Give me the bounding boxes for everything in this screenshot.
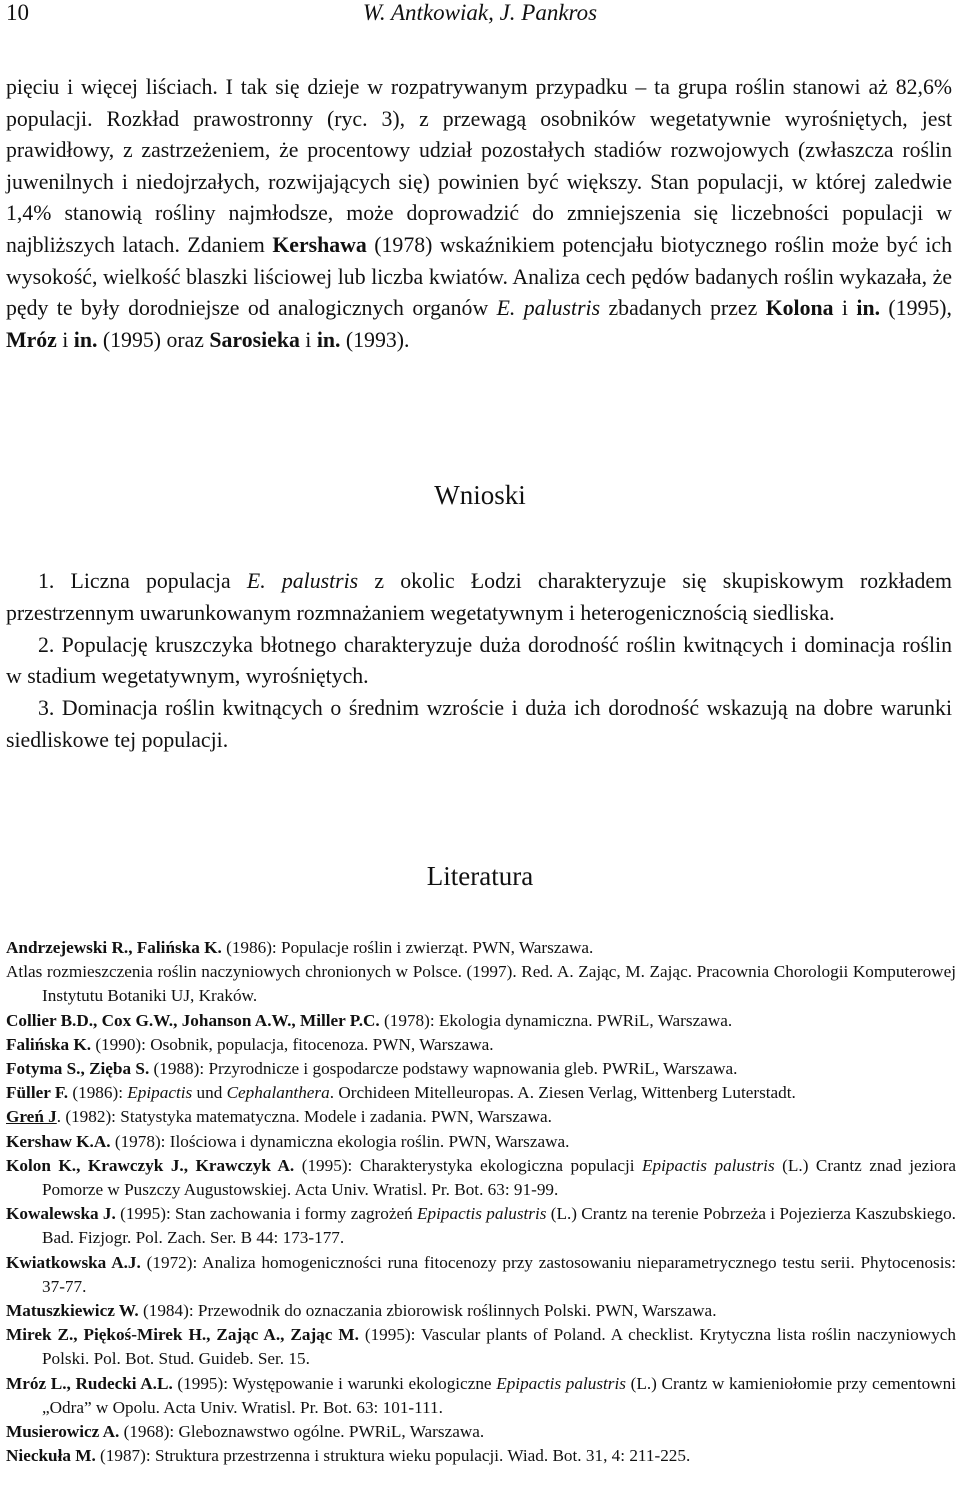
reference-authors: Falińska K. [6,1034,92,1054]
reference-authors: Kershaw K.A. [6,1131,111,1151]
conclusions-list [6,566,952,757]
text-run: zbadanych przez [600,296,766,321]
reference-item [6,1299,956,1323]
reference-item [6,936,956,960]
reference-authors: Kowalewska J. [6,1204,116,1224]
text-run: i [56,327,74,352]
reference-authors: Mróz L., Rudecki A.L. [6,1373,173,1393]
reference-authors: Nieckuła M. [6,1446,96,1466]
text-run: i [299,327,317,352]
reference-item [6,1323,956,1371]
species-name: Cephalanthera [226,1083,330,1103]
section-heading-conclusions: Wnioski [434,480,526,510]
conclusion-item: 3. Dominacja roślin kwitnących o średnim wzroście i duża ich dorodność wskazują na dobre warunki siedliskowe tej populacji. [6,696,952,752]
reference-text: (1995): Charakterystyka ekologiczna populacji [294,1155,643,1175]
page-header [6,0,954,26]
text-run: (1995) oraz [97,327,210,352]
reference-item [6,1033,956,1057]
author-name: Mróz [6,327,57,352]
reference-text: (L.) Crantz w kamieniołomie przy cementowni „Odra” w Opolu. Acta Univ. Wratisl. Pr. Bot. 63: 101-111. [42,1373,957,1417]
author-name: Kolona [765,296,834,321]
body-paragraph [6,72,952,356]
reference-text: (1986): Populacje roślin i zwierząt. PWN, Warszawa. [221,938,594,957]
reference-item [6,1251,956,1299]
species-name: E. palustris [246,569,359,593]
reference-item [6,1420,956,1444]
reference-list [6,936,956,1468]
et-al: in. [73,327,98,352]
reference-text: (L.) Crantz na terenie Pobrzeża i Pojezierza Kaszubskiego. Bad. Fizjogr. Pol. Zach. Ser. B 44: 173-177. [42,1204,956,1248]
reference-authors: Mirek Z., Piękoś-Mirek H., Zając A., Zając M. [6,1325,359,1345]
et-al: in. [856,296,881,321]
reference-text: (1988): Przyrodnicze i gospodarcze podstawy wapnowania gleb. PWRiL, Warszawa. [149,1059,738,1079]
reference-text: . (1982): Statystyka matematyczna. Modele i zadania. PWN, Warszawa. [56,1107,552,1127]
reference-text: (1978): Ekologia dynamiczna. PWRiL, Warszawa. [379,1010,733,1030]
reference-text: (1968): Gleboznawstwo ogólne. PWRiL, Warszawa. [119,1422,485,1442]
reference-item: Atlas rozmieszczenia roślin naczyniowych chronionych w Polsce. (1997). Red. A. Zając, M. Zając. Pracownia Chorologii Komputerowej Instytutu Botaniki UJ, Kraków. [6,962,956,1006]
reference-text: (1990): Osobnik, populacja, fitocenoza. PWN, Warszawa. [91,1034,494,1054]
reference-authors: Kwiatkowska A.J. [6,1252,141,1272]
text-run: (1993). [340,327,410,352]
reference-item [6,1444,956,1468]
reference-item [6,1081,956,1105]
reference-authors: Collier B.D., Cox G.W., Johanson A.W., Miller P.C. [6,1010,380,1030]
reference-authors: Füller F. [6,1083,69,1103]
reference-text: (1995): Vascular plants of Poland. A checklist. Krytyczna lista roślin naczyniowych Polski. Pol. Bot. Stud. Guideb. Ser. 15. [42,1325,956,1369]
reference-text: (1978): Ilościowa i dynamiczna ekologia roślin. PWN, Warszawa. [110,1131,570,1151]
reference-item [6,1105,956,1129]
reference-text: (1995): Stan zachowania i formy zagrożeń [115,1204,418,1224]
reference-text: (1995): Występowanie i warunki ekologiczne [172,1373,497,1393]
text-run: 1. Liczna populacja [38,569,247,593]
author-name: Sarosieka [209,327,300,352]
conclusion-item [6,566,952,630]
page-number: 10 [6,0,29,25]
reference-text: . Orchideen Mitelleuropas. A. Ziesen Verlag, Wittenberg Luterstadt. [329,1083,796,1103]
reference-item [6,1372,956,1420]
species-name: Epipactis palustris [496,1373,626,1393]
et-al: in. [316,327,341,352]
reference-item [6,1057,956,1081]
reference-item [6,1154,956,1202]
paragraph-text [6,72,952,356]
text-run: i [833,296,857,321]
text-run: z okolic Łodzi charakteryzuje się skupiskowym rozkładem przestrzennym uwarunkowanym rozmnażaniem wegetatywnym i heterogenicznością siedliska. [6,569,952,625]
reference-text: und [192,1083,227,1103]
reference-text: (L.) Crantz znad jeziora Pomorze w Puszczy Augustowskiej. Acta Univ. Wratisl. Pr. Bot. 63: 91-99. [42,1155,956,1200]
reference-item [6,1202,956,1250]
reference-text: (1984): Przewodnik do oznaczania zbiorowisk roślinnych Polski. PWN, Warszawa. [138,1301,717,1321]
reference-authors: Greń J [6,1107,57,1127]
author-name: Kershawa [272,232,367,257]
reference-authors: Andrzejewski R., Falińska K. [6,938,222,957]
reference-authors: Fotyma S., Zięba S. [6,1059,150,1079]
section-heading-references: Literatura [426,861,534,891]
species-name: Epipactis [127,1083,193,1103]
reference-item [6,1009,956,1033]
reference-authors: Musierowicz A. [6,1422,120,1442]
running-head: W. Antkowiak, J. Pankros [362,0,598,25]
species-name: E. palustris [496,296,601,321]
conclusion-item: 2. Populację kruszczyka błotnego charakteryzuje duża dorodność roślin kwitnących i dominacja roślin w stadium wegetatywnym, wyrośniętych. [6,632,952,689]
reference-text: (1972): Analiza homogeniczności runa fitocenozy przy zastosowaniu nieparametrycznego testu serii. Phytocenosis: 37-77. [42,1252,956,1296]
text-run: pięciu i więcej liściach. I tak się dzieje w rozpatrywanym przypadku – ta grupa roślin stanowi aż 82,6% populacji. Rozkład prawostronny (ryc. 3), z przewagą osobników wegetatywnie wyrośniętych, jest prawidłowy, z zastrzeżeniem, że procentowy udział pozostałych stadiów rozwojowych (zwłaszcza roślin juwenilnych i niedojrzałych, rozwijających się) powinien być większy. Stan populacji, w której zaledwie 1,4% stanowią rośliny najmłodsze, może doprowadzić do zmniejszenia się liczebności populacji w najbliższych latach. Zdaniem [6,75,952,257]
species-name: Epipactis palustris [642,1155,775,1175]
reference-text: (1986): [68,1083,128,1103]
reference-authors: Kolon K., Krawczyk J., Krawczyk A. [6,1155,295,1175]
reference-authors: Matuszkiewicz W. [6,1301,139,1321]
text-run: (1978) wskaźnikiem potencjału biotycznego roślin może być ich wysokość, wielkość blaszki liściowej lub liczba kwiatów. Analiza cech pędów badanych roślin wykazała, że pędy te były dorodniejsze od analogicznych organów [6,232,952,321]
species-name: Epipactis palustris [417,1204,547,1224]
reference-text: (1987): Struktura przestrzenna i struktura wieku populacji. Wiad. Bot. 31, 4: 211-225. [95,1446,691,1466]
text-run: (1995), [880,296,952,321]
reference-item [6,1130,956,1154]
